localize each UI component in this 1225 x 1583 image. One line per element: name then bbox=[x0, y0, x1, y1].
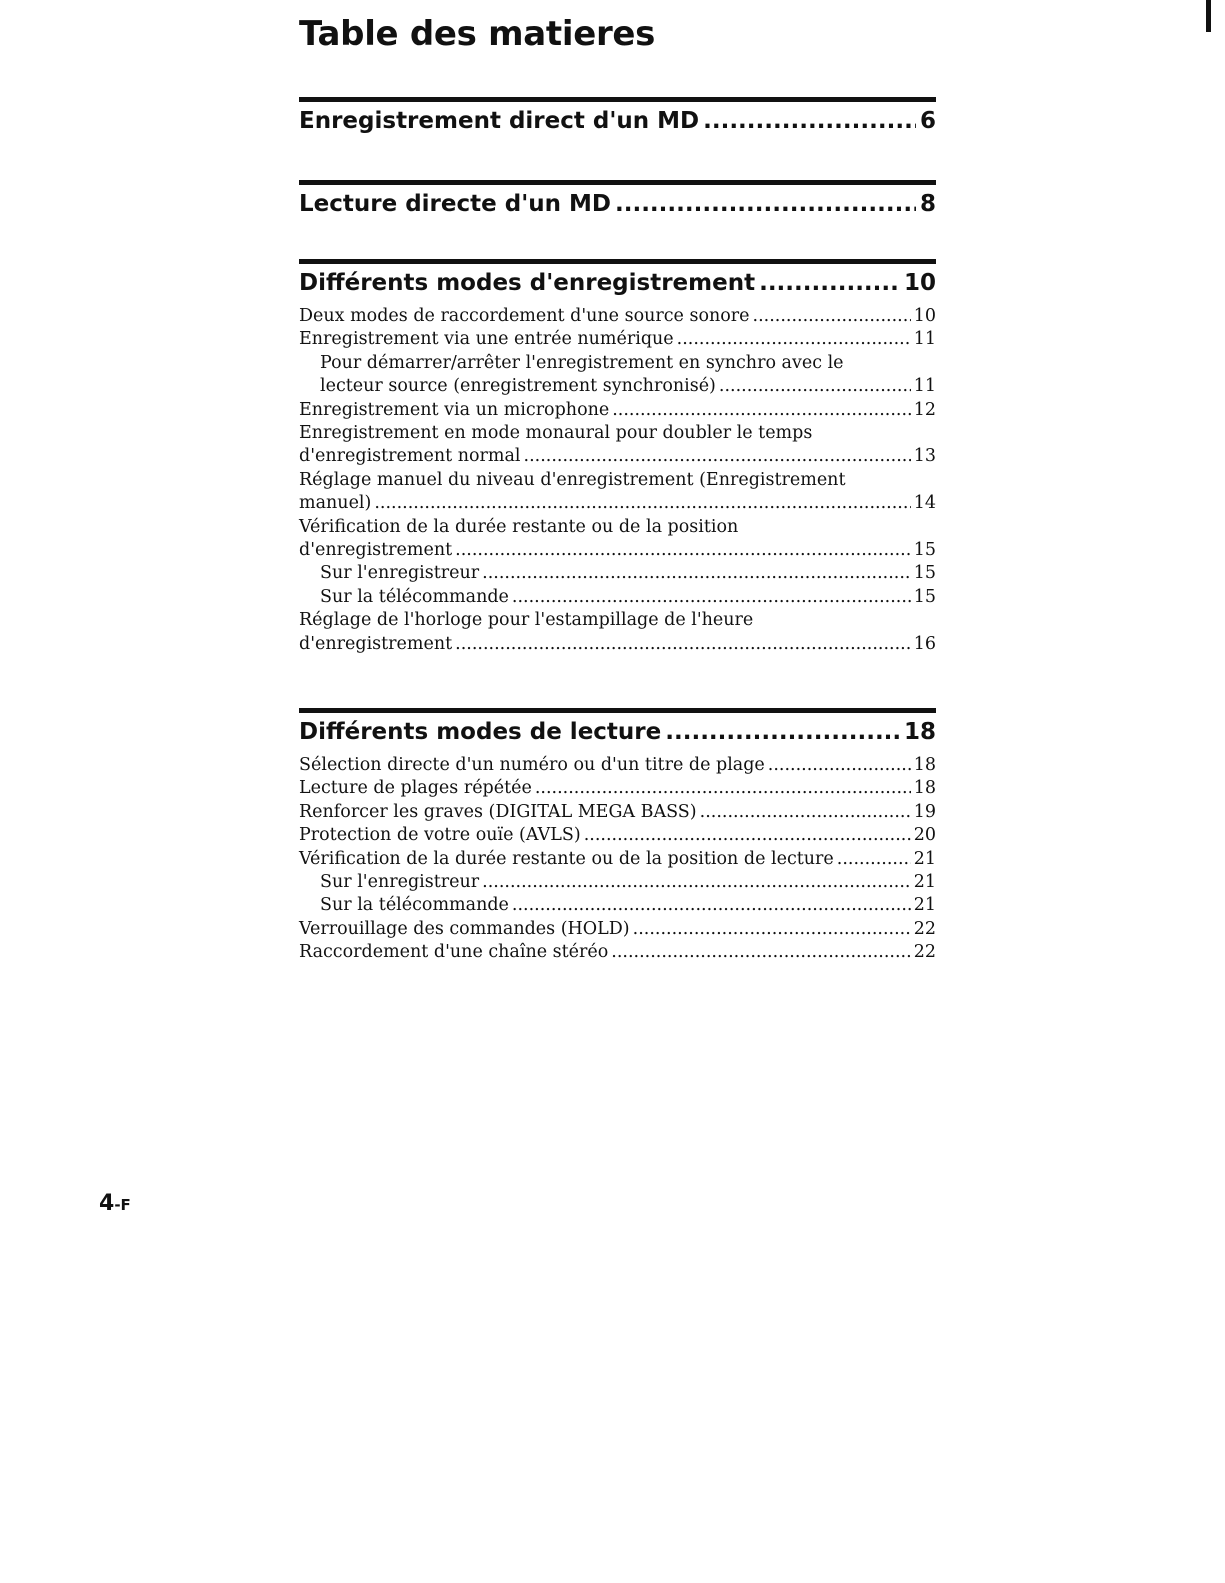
toc-entry-line: Sur la télécommande bbox=[320, 895, 509, 916]
toc-entry-page-number: 11 bbox=[913, 376, 936, 397]
toc-entry-page-number: 14 bbox=[913, 493, 936, 514]
toc-entry-page-number: 21 bbox=[913, 895, 936, 916]
toc-entry-row bbox=[320, 375, 936, 398]
toc-entry[interactable] bbox=[299, 941, 936, 964]
toc-entry-line: Sur l'enregistreur bbox=[320, 872, 480, 893]
toc-entry-line: Vérification de la durée restante ou de la position bbox=[299, 516, 739, 537]
toc-entry-page-number: 22 bbox=[913, 942, 936, 963]
dot-leader bbox=[615, 191, 916, 217]
toc-entry-line: d'enregistrement bbox=[299, 633, 453, 654]
toc-entry-page-number: 15 bbox=[913, 563, 936, 584]
dot-leader bbox=[753, 305, 911, 328]
toc-entry-page-number: 16 bbox=[913, 633, 936, 654]
toc-entry[interactable] bbox=[299, 469, 936, 516]
section-heading-title: Différents modes de lecture bbox=[299, 719, 662, 745]
toc-section bbox=[299, 180, 936, 217]
section-rule bbox=[299, 180, 936, 185]
toc-entry-line: Sur la télécommande bbox=[320, 586, 509, 607]
toc-entry[interactable] bbox=[299, 801, 936, 824]
dot-leader bbox=[612, 399, 910, 422]
toc-entry-row bbox=[299, 918, 936, 941]
toc-entry-page-number: 20 bbox=[913, 825, 936, 846]
section-heading[interactable] bbox=[299, 108, 936, 134]
toc-entry-row bbox=[299, 399, 936, 422]
toc-entry-line: Protection de votre ouïe (AVLS) bbox=[299, 825, 581, 846]
section-page-number: 10 bbox=[903, 270, 936, 296]
dot-leader bbox=[535, 777, 911, 800]
toc-entry[interactable] bbox=[299, 848, 936, 871]
toc-entry-page-number: 13 bbox=[913, 446, 936, 467]
section-heading-title: Lecture directe d'un MD bbox=[299, 191, 611, 217]
dot-leader bbox=[677, 328, 911, 351]
toc-entry-row bbox=[299, 445, 936, 468]
toc-entry-row bbox=[299, 305, 936, 328]
toc-entry-line: Lecture de plages répétée bbox=[299, 778, 532, 799]
toc-entry-page-number: 22 bbox=[913, 918, 936, 939]
toc-entry[interactable] bbox=[299, 399, 936, 422]
toc-entry-row bbox=[299, 539, 936, 562]
dot-leader bbox=[837, 848, 911, 871]
page-title: Table des matieres bbox=[299, 14, 656, 54]
toc-entry-row bbox=[299, 328, 936, 351]
toc-entry-row bbox=[299, 777, 936, 800]
dot-leader bbox=[455, 539, 911, 562]
edge-mark bbox=[1206, 0, 1211, 32]
dot-leader bbox=[512, 586, 911, 609]
toc-entry-list bbox=[299, 305, 936, 656]
toc-entry[interactable] bbox=[299, 824, 936, 847]
toc-entry-line: Réglage de l'horloge pour l'estampillage de l'heure bbox=[299, 610, 754, 631]
dot-leader bbox=[768, 754, 911, 777]
page-number-suffix: -F bbox=[114, 1196, 131, 1214]
section-rule bbox=[299, 259, 936, 264]
toc-entry-line: manuel) bbox=[299, 493, 372, 514]
toc-entry-page-number: 15 bbox=[913, 586, 936, 607]
section-heading[interactable] bbox=[299, 191, 936, 217]
toc-entry[interactable] bbox=[299, 586, 936, 609]
toc-entry-line: Raccordement d'une chaîne stéréo bbox=[299, 942, 609, 963]
toc-entry-row bbox=[299, 941, 936, 964]
toc-entry-line: Réglage manuel du niveau d'enregistrement (Enregistrement bbox=[299, 469, 846, 490]
dot-leader bbox=[700, 801, 911, 824]
toc-entry-list bbox=[299, 754, 936, 965]
toc-entry-line: Enregistrement via une entrée numérique bbox=[299, 329, 674, 350]
section-heading-title: Enregistrement direct d'un MD bbox=[299, 108, 700, 134]
toc-entry-page-number: 12 bbox=[913, 399, 936, 420]
toc-entry-line: Enregistrement via un microphone bbox=[299, 399, 610, 420]
toc-entry-row bbox=[299, 824, 936, 847]
toc-entry-line: Enregistrement en mode monaural pour doubler le temps bbox=[299, 423, 813, 444]
dot-leader bbox=[703, 108, 916, 134]
dot-leader bbox=[374, 492, 910, 515]
dot-leader bbox=[759, 270, 900, 296]
toc-entry[interactable] bbox=[299, 894, 936, 917]
dot-leader bbox=[512, 894, 911, 917]
section-heading[interactable] bbox=[299, 719, 936, 745]
dot-leader bbox=[611, 941, 910, 964]
toc-entry[interactable] bbox=[299, 871, 936, 894]
dot-leader bbox=[482, 562, 911, 585]
toc-entry-page-number: 19 bbox=[913, 801, 936, 822]
section-page-number: 8 bbox=[919, 191, 936, 217]
section-heading-title: Différents modes d'enregistrement bbox=[299, 270, 756, 296]
dot-leader bbox=[584, 824, 911, 847]
toc-entry-row bbox=[299, 801, 936, 824]
toc-section bbox=[299, 259, 936, 656]
toc-entry-row bbox=[320, 562, 936, 585]
toc-entry[interactable] bbox=[299, 777, 936, 800]
toc-entry-row bbox=[320, 871, 936, 894]
toc-entry-page-number: 21 bbox=[913, 872, 936, 893]
toc-entry[interactable] bbox=[299, 516, 936, 563]
toc-entry-page-number: 11 bbox=[913, 329, 936, 350]
toc-entry-row bbox=[299, 492, 936, 515]
section-page-number: 6 bbox=[919, 108, 936, 134]
toc-entry-line: d'enregistrement bbox=[299, 540, 453, 561]
toc-entry-row bbox=[299, 633, 936, 656]
section-rule bbox=[299, 97, 936, 102]
toc-entry-page-number: 18 bbox=[913, 778, 936, 799]
toc-entry-page-number: 18 bbox=[913, 755, 936, 775]
toc-entry-row bbox=[299, 848, 936, 871]
toc-entry-row bbox=[320, 586, 936, 609]
toc-entry[interactable] bbox=[299, 754, 936, 777]
section-heading[interactable] bbox=[299, 270, 936, 296]
toc-section bbox=[299, 97, 936, 134]
toc-entry[interactable] bbox=[299, 422, 936, 469]
toc-entry-row bbox=[299, 754, 936, 777]
toc-entry[interactable] bbox=[299, 918, 936, 941]
dot-leader bbox=[665, 719, 900, 745]
toc-entry[interactable] bbox=[299, 609, 936, 656]
section-page-number: 18 bbox=[903, 719, 936, 745]
page-number bbox=[99, 1191, 131, 1216]
toc-entry-page-number: 15 bbox=[913, 540, 936, 561]
toc-entry-line: Renforcer les graves (DIGITAL MEGA BASS) bbox=[299, 801, 697, 822]
toc-entry-line: d'enregistrement normal bbox=[299, 446, 521, 467]
toc-section bbox=[299, 708, 936, 965]
toc-entry-page-number: 21 bbox=[913, 848, 936, 869]
toc-entry-line: Sur l'enregistreur bbox=[320, 563, 480, 584]
toc-entry-line: Vérification de la durée restante ou de la position de lecture bbox=[299, 848, 834, 869]
page-number-main: 4 bbox=[99, 1191, 115, 1216]
toc-entry-line: Sélection directe d'un numéro ou d'un titre de plage bbox=[299, 755, 765, 775]
section-rule bbox=[299, 708, 936, 713]
dot-leader bbox=[455, 633, 911, 656]
dot-leader bbox=[719, 375, 911, 398]
dot-leader bbox=[633, 918, 911, 941]
toc-entry-line: lecteur source (enregistrement synchronisé) bbox=[320, 376, 716, 397]
toc-entry[interactable] bbox=[299, 305, 936, 328]
toc-entry[interactable] bbox=[299, 352, 936, 399]
dot-leader bbox=[482, 871, 911, 894]
toc-entry-row bbox=[320, 894, 936, 917]
toc-entry[interactable] bbox=[299, 562, 936, 585]
dot-leader bbox=[524, 445, 911, 468]
toc-entry-line: Deux modes de raccordement d'une source sonore bbox=[299, 306, 750, 326]
toc-entry-line: Verrouillage des commandes (HOLD) bbox=[299, 918, 630, 939]
toc-entry-page-number: 10 bbox=[913, 306, 936, 326]
toc-entry[interactable] bbox=[299, 328, 936, 351]
toc-entry-line: Pour démarrer/arrêter l'enregistrement en synchro avec le bbox=[320, 352, 844, 373]
